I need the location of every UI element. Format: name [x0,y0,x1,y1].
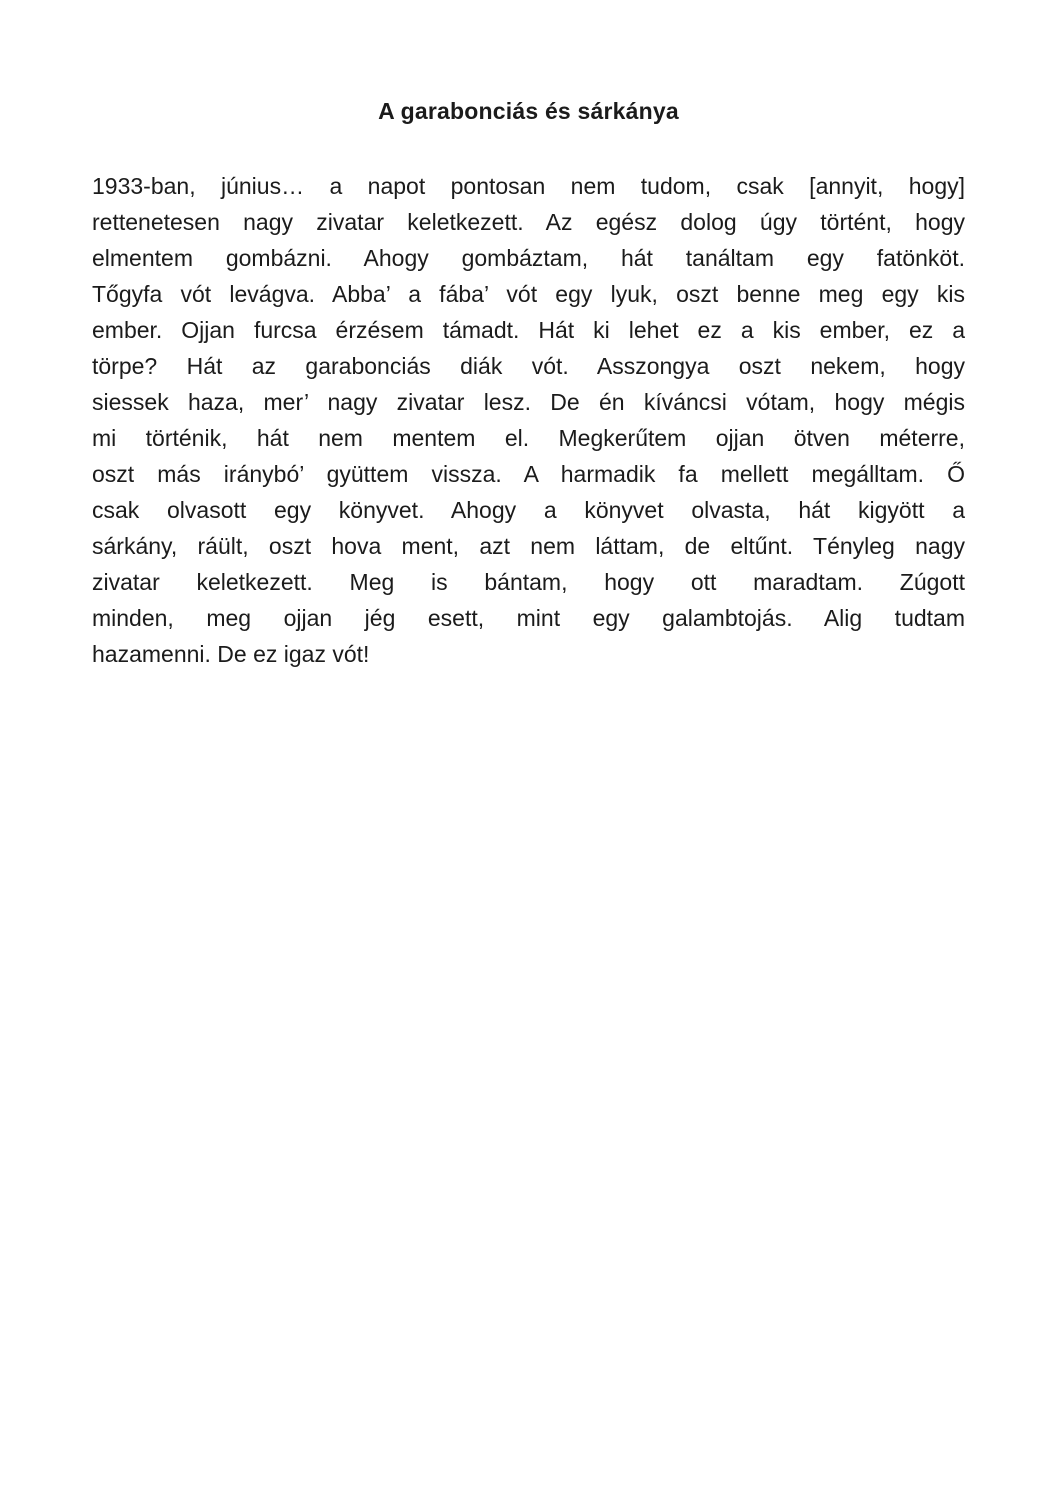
paragraph-line: sárkány, ráült, oszt hova ment, azt nem láttam, de eltűnt. Tényleg nagy [92,533,965,559]
paragraph-line: oszt más iránybó’ gyüttem vissza. A harmadik fa mellett megálltam. Ő [92,461,965,487]
paragraph-line: elmentem gombázni. Ahogy gombáztam, hát tanáltam egy fatönköt. [92,245,965,271]
paragraph-line: mi történik, hát nem mentem el. Megkerűtem ojjan ötven méterre, [92,425,965,451]
paragraph-line: ember. Ojjan furcsa érzésem támadt. Hát ki lehet ez a kis ember, ez a [92,317,965,343]
paragraph-line: minden, meg ojjan jég esett, mint egy galambtojás. Alig tudtam [92,605,965,631]
paragraph-line: törpe? Hát az garabonciás diák vót. Asszongya oszt nekem, hogy [92,353,965,379]
story-paragraph [92,168,965,672]
paragraph-line: zivatar keletkezett. Meg is bántam, hogy ott maradtam. Zúgott [92,569,965,595]
paragraph-line: hazamenni. De ez igaz vót! [92,641,370,667]
paragraph-line: Tőgyfa vót levágva. Abba’ a fába’ vót egy lyuk, oszt benne meg egy kis [92,281,965,307]
paragraph-line: rettenetesen nagy zivatar keletkezett. Az egész dolog úgy történt, hogy [92,209,965,235]
paragraph-line: siessek haza, mer’ nagy zivatar lesz. De én kíváncsi vótam, hogy mégis [92,389,965,415]
paragraph-line: 1933-ban, június… a napot pontosan nem tudom, csak [annyit, hogy] [92,173,965,199]
document-title: A garabonciás és sárkánya [378,98,679,124]
paragraph-line: csak olvasott egy könyvet. Ahogy a könyvet olvasta, hát kigyött a [92,497,965,523]
